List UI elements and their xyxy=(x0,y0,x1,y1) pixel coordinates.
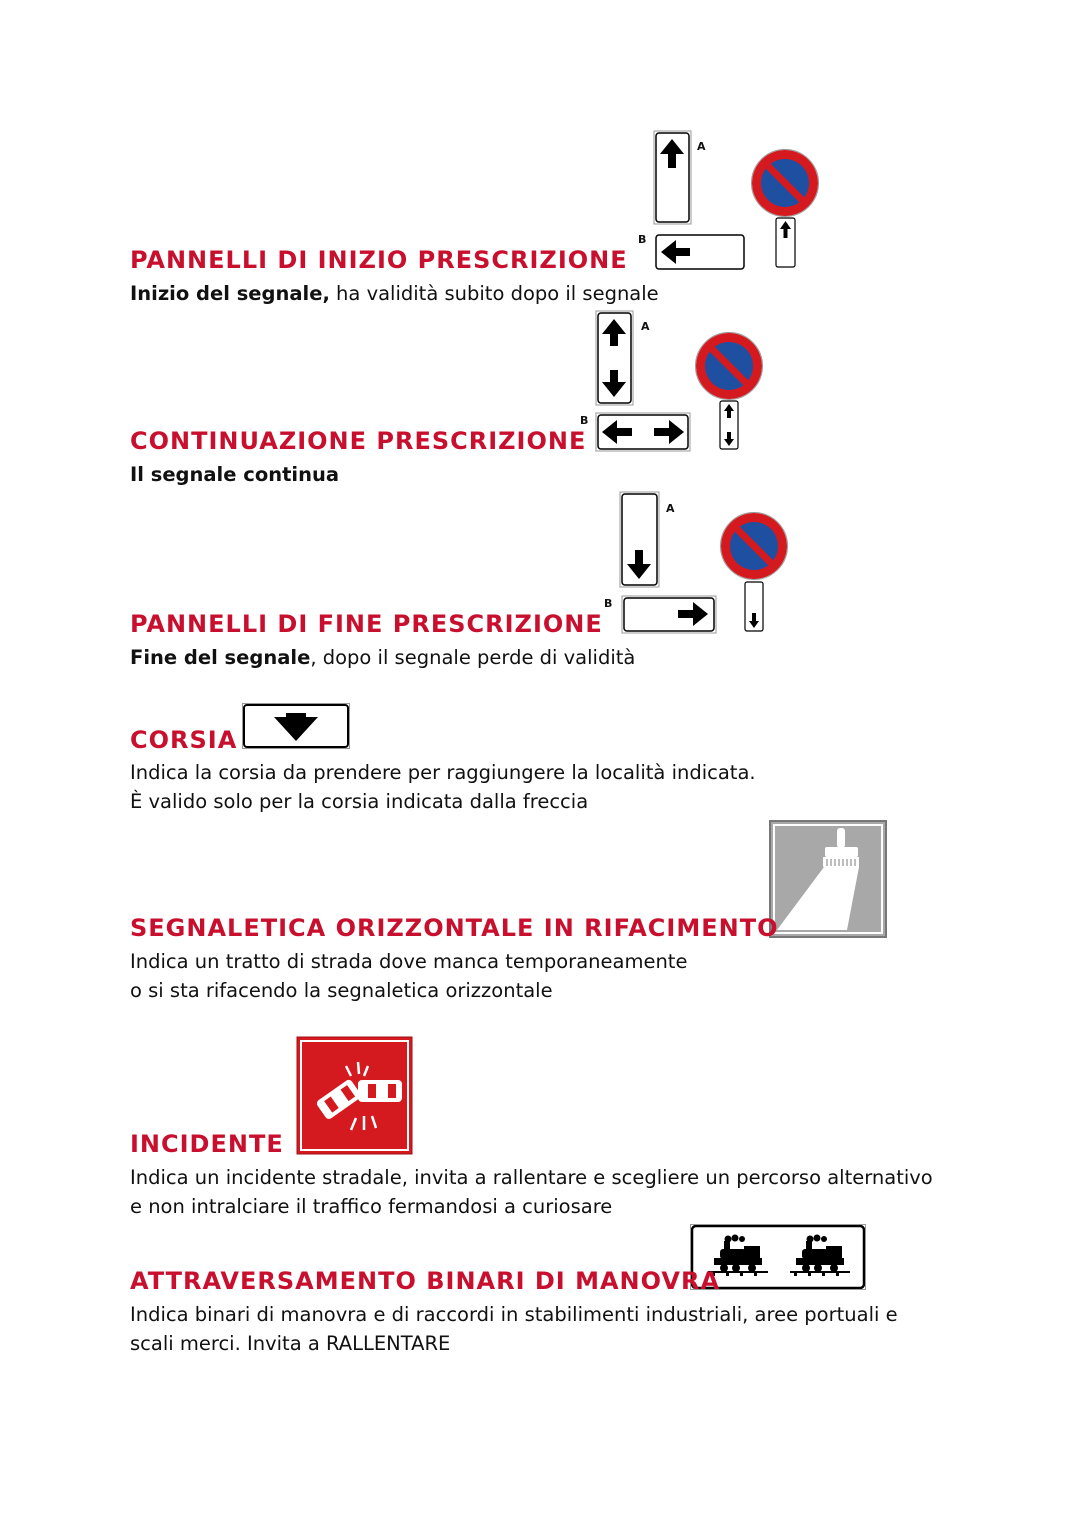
section-title: PANNELLI DI INIZIO PRESCRIZIONE xyxy=(130,246,628,274)
text: , dopo il segnale perde di validità xyxy=(310,646,636,669)
section-description xyxy=(130,460,339,489)
section-title: PANNELLI DI FINE PRESCRIZIONE xyxy=(130,610,603,638)
road-marking-brush-icon xyxy=(769,820,889,940)
section-description-line: e non intralciare il traffico fermandosi a curiosare xyxy=(130,1195,613,1218)
section-description-line: Indica la corsia da prendere per raggiungere la località indicata. xyxy=(130,761,756,784)
section-description-line: Indica un tratto di strada dove manca temporaneamente xyxy=(130,950,688,973)
section-description-line: È valido solo per la corsia indicata dalla freccia xyxy=(130,790,589,813)
bold-text: Inizio del segnale, xyxy=(130,282,330,305)
no-parking-start-panels-icon xyxy=(630,128,830,274)
panel-a-label: A xyxy=(666,502,675,515)
section-description-line: Indica un incidente stradale, invita a rallentare e scegliere un percorso alternativo xyxy=(130,1166,933,1189)
panel-a-label: A xyxy=(641,320,650,333)
section-title: INCIDENTE xyxy=(130,1130,284,1158)
section-title: CONTINUAZIONE PRESCRIZIONE xyxy=(130,427,587,455)
panel-b-label: B xyxy=(638,233,647,246)
no-parking-continuation-panels-icon xyxy=(590,308,780,454)
panel-a-label: A xyxy=(697,140,706,153)
panel-b-label: B xyxy=(604,597,613,610)
section-description xyxy=(130,643,635,672)
section-description-line: Indica binari di manovra e di raccordi in stabilimenti industriali, aree portuali e xyxy=(130,1303,898,1326)
section-title: CORSIA xyxy=(130,726,238,754)
panel-b-label: B xyxy=(580,414,589,427)
section-description-line: scali merci. Invita a RALLENTARE xyxy=(130,1332,451,1355)
section-title: ATTRAVERSAMENTO BINARI DI MANOVRA xyxy=(130,1267,721,1295)
lane-arrow-panel-icon xyxy=(242,703,352,751)
bold-text: Fine del segnale xyxy=(130,646,311,669)
car-crash-icon xyxy=(296,1036,414,1156)
text: ha validità subito dopo il segnale xyxy=(329,282,659,305)
section-description xyxy=(130,279,659,308)
no-parking-end-panels-icon xyxy=(614,490,804,636)
bold-text: Il segnale continua xyxy=(130,463,340,486)
section-title: SEGNALETICA ORIZZONTALE IN RIFACIMENTO xyxy=(130,914,779,942)
section-description-line: o si sta rifacendo la segnaletica orizzontale xyxy=(130,979,553,1002)
